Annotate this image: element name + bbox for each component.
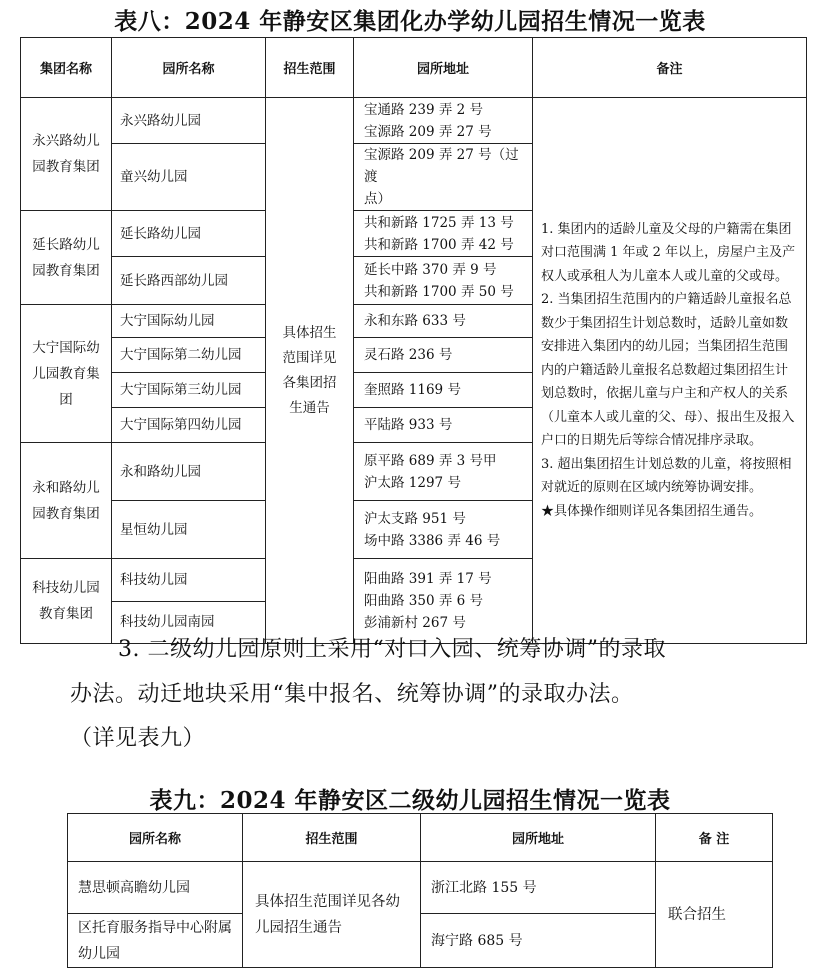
body-paragraph-line: 3. 二级幼儿园原则上采用“对口入园、统筹协调”的录取 (118, 637, 666, 662)
note-paragraph: 3. 超出集团招生计划总数的儿童，将按照相对就近的原则在区域内统筹协调安排。 (541, 456, 792, 496)
kindergarten-name: 大宁国际第四幼儿园 (112, 408, 266, 443)
notes-cell (533, 98, 807, 644)
kindergarten-address: 海宁路 685 号 (421, 914, 656, 968)
note-paragraph: ★具体操作细则详见各集团招生通告。 (541, 503, 763, 519)
header-address: 园所地址 (421, 814, 656, 862)
group-name: 延长路幼儿园教育集团 (21, 211, 112, 305)
table8-title: 表八：2024 年静安区集团化办学幼儿园招生情况一览表 (114, 8, 706, 35)
body-paragraph-line: 办法。动迁地块采用“集中报名、统筹协调”的录取办法。 (70, 682, 634, 707)
kindergarten-address (354, 144, 533, 211)
note-paragraph: 1. 集团内的适龄儿童及父母的户籍需在集团对口范围满 1 年或 2 年以上，房屋户主及产权人或承租人为儿童本人或儿童的父或母。 (541, 221, 796, 284)
enrollment-range: 具体招生范围详见各幼儿园招生通告 (243, 862, 421, 968)
header-kindergarten-name: 园所名称 (68, 814, 243, 862)
kindergarten-address (354, 559, 533, 644)
table8-header-row (21, 38, 807, 98)
kindergarten-name: 永和路幼儿园 (112, 443, 266, 501)
header-group-name: 集团名称 (21, 38, 112, 98)
kindergarten-name: 童兴幼儿园 (112, 144, 266, 211)
kindergarten-name: 科技幼儿园南园 (120, 614, 215, 630)
kindergarten-name: 大宁国际第三幼儿园 (112, 373, 266, 408)
address-line: 延长中路 370 弄 9 号 (364, 261, 497, 278)
address-line: 原平路 689 弄 3 号甲 (364, 452, 497, 469)
group-name: 大宁国际幼儿园教育集团 (21, 305, 112, 443)
address-line: 奎照路 1169 号 (364, 382, 461, 398)
header-notes: 备 注 (656, 814, 773, 862)
address-line: 宝通路 239 弄 2 号 (364, 101, 484, 118)
table9-title: 表九：2024 年静安区二级幼儿园招生情况一览表 (149, 787, 671, 814)
kindergarten-address (354, 408, 533, 443)
table-row (21, 98, 807, 144)
kindergarten-address (354, 257, 533, 305)
kindergarten-address (354, 211, 533, 257)
header-kindergarten-name: 园所名称 (112, 38, 266, 98)
table8-enrollment-groups (20, 37, 807, 644)
address-line: 永和东路 633 号 (364, 313, 466, 329)
note-paragraph: 2. 当集团招生范围内的户籍适龄儿童报名总数少于集团招生计划总数时，适龄儿童如数安排进入集团内的幼儿园；当集团招生范围内的户籍适龄儿童报名总数超过集团招生计划总数时，依据儿童与户主和产权人的关系（儿童本人或儿童的父、母）、报出生及报入户口的日期先后等综合情况排序录取。 (541, 292, 795, 449)
group-name: 科技幼儿园教育集团 (21, 559, 112, 644)
group-name: 永兴路幼儿园教育集团 (21, 98, 112, 211)
group-name: 永和路幼儿园教育集团 (21, 443, 112, 559)
kindergarten-address (354, 338, 533, 373)
address-line: 阳曲路 350 弄 6 号 (364, 593, 484, 609)
kindergarten-name: 延长路西部幼儿园 (112, 257, 266, 305)
address-line: 平陆路 933 号 (364, 417, 453, 433)
table9-secondary-kindergartens (67, 813, 773, 968)
header-address: 园所地址 (354, 38, 533, 98)
table-row (68, 862, 773, 914)
address-line: 共和新路 1700 弄 42 号 (364, 236, 514, 253)
kindergarten-address (354, 373, 533, 408)
address-line: 阳曲路 391 弄 17 号 (364, 571, 492, 587)
kindergarten-address (354, 98, 533, 144)
kindergarten-name: 延长路幼儿园 (112, 211, 266, 257)
address-line: 点） (364, 191, 391, 207)
kindergarten-address (354, 305, 533, 338)
address-line: 沪太支路 951 号 (364, 510, 466, 527)
body-paragraph-line: （详见表九） (70, 726, 206, 751)
kindergarten-name: 永兴路幼儿园 (112, 98, 266, 144)
address-line: 共和新路 1725 弄 13 号 (364, 214, 514, 231)
kindergarten-address (354, 501, 533, 559)
enrollment-range: 具体招生范围详见各集团招生通告 (266, 98, 354, 644)
kindergarten-name: 大宁国际第二幼儿园 (112, 338, 266, 373)
address-line: 宝源路 209 弄 27 号（过渡 (364, 147, 519, 185)
kindergarten-name: 区托育服务指导中心附属幼儿园 (68, 914, 243, 968)
kindergarten-name: 慧思顿高瞻幼儿园 (68, 862, 243, 914)
note-cell: 联合招生 (656, 862, 773, 968)
address-line: 彭浦新村 267 号 (364, 615, 466, 631)
kindergarten-address (354, 443, 533, 501)
address-line: 场中路 3386 弄 46 号 (364, 532, 501, 549)
header-enrollment-range: 招生范围 (266, 38, 354, 98)
kindergarten-pair (112, 559, 266, 644)
address-line: 沪太路 1297 号 (364, 474, 461, 491)
kindergarten-name: 科技幼儿园 (112, 559, 265, 602)
kindergarten-address: 浙江北路 155 号 (421, 862, 656, 914)
table9-header-row (68, 814, 773, 862)
address-line: 宝源路 209 弄 27 号 (364, 123, 492, 140)
address-line: 灵石路 236 号 (364, 347, 453, 363)
kindergarten-name: 星恒幼儿园 (112, 501, 266, 559)
kindergarten-name: 大宁国际幼儿园 (112, 305, 266, 338)
address-line: 共和新路 1700 弄 50 号 (364, 283, 514, 300)
header-enrollment-range: 招生范围 (243, 814, 421, 862)
header-notes: 备注 (533, 38, 807, 98)
